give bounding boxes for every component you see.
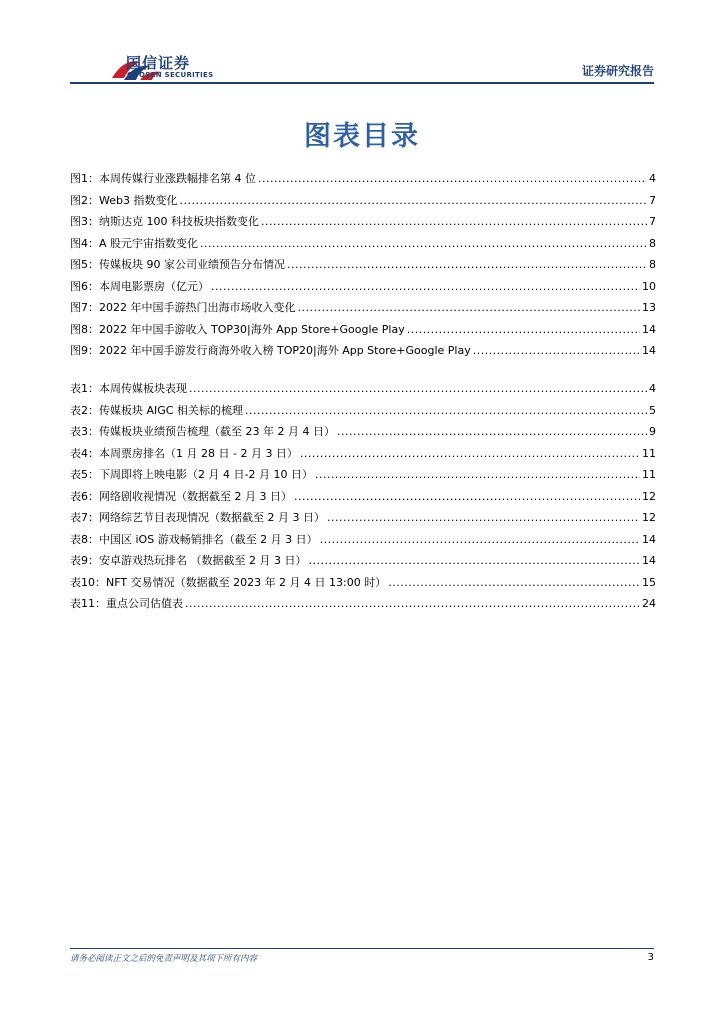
page-title: 图表目录 [304,121,420,152]
toc-entry-page: 11 [642,446,656,460]
toc-entry-title: 网络剧收视情况（数据截至 2 月 3 日） [99,489,292,503]
toc-entry[interactable] [70,211,656,233]
toc-entry[interactable] [70,168,656,190]
toc-entry-label: 图5： [70,258,99,271]
toc-entry[interactable] [70,593,656,615]
header-divider [70,82,654,84]
toc-entry-label: 表2： [70,403,99,417]
toc-entry-label: 图6： [70,279,99,293]
logo-subtext: GUOSEN SECURITIES [127,71,214,79]
toc-entry-label: 图1： [70,172,99,185]
toc-entry-page: 12 [642,489,656,503]
toc-leader-dots [185,593,640,615]
toc-entry-page: 14 [642,344,656,357]
toc-entry[interactable] [70,319,656,341]
toc-leader-dots [258,168,647,190]
toc-leader-dots [327,507,640,529]
toc-leader-dots [308,550,640,572]
toc-entry-page: 24 [642,597,656,610]
page-number: 3 [647,952,654,963]
toc-entry[interactable] [70,529,656,551]
toc-entry-page: 8 [649,258,656,271]
toc-entry-page: 10 [642,279,656,293]
toc-leader-dots [407,319,640,341]
toc-entry-label: 表11： [70,597,106,610]
toc-entry[interactable] [70,276,656,298]
toc-entry[interactable] [70,443,656,465]
toc-entry-page: 9 [649,425,656,438]
toc-entry-label: 表9： [70,554,99,567]
toc-leader-dots [189,378,647,400]
toc-entry-page: 14 [642,322,656,336]
table-list [70,378,656,615]
page-header [0,0,724,90]
toc-entry-title: A 股元宇宙指数变化 [99,236,199,250]
toc-entry-page: 4 [649,172,656,185]
toc-entry-label: 图4： [70,236,99,250]
toc-entry-title: 传媒板块 90 家公司业绩预告分布情况 [99,258,285,271]
toc-leader-dots [337,421,647,443]
toc-entry[interactable] [70,486,656,508]
toc-entry-title: 本周电影票房（亿元） [99,279,209,293]
toc-entry-label: 表8： [70,532,99,546]
toc-entry-title: 传媒板块业绩预告梳理（截至 23 年 2 月 4 日） [99,425,335,438]
toc-leader-dots [298,297,641,319]
toc-entry-page: 5 [649,403,656,417]
toc-entry-label: 表3： [70,425,99,438]
toc-entry-label: 图9： [70,344,99,357]
toc-entry-page: 14 [642,554,656,567]
report-type: 证券研究报告 [581,64,654,78]
toc-entry-title: 传媒板块 AIGC 相关标的梳理 [99,403,243,417]
toc-entry-label: 表4： [70,446,99,460]
toc-leader-dots [320,529,640,551]
toc-entry-title: 本周传媒板块表现 [99,382,187,395]
toc-leader-dots [179,190,647,212]
toc-entry[interactable] [70,254,656,276]
footer-divider [70,948,654,949]
toc-entry[interactable] [70,340,656,362]
toc-entry-title: NFT 交易情况（数据截至 2023 年 2 月 4 日 13:00 时） [106,575,387,589]
figure-list [70,168,656,362]
toc-entry[interactable] [70,507,656,529]
toc-entry-label: 表7： [70,511,99,524]
toc-entry-page: 13 [642,301,656,314]
toc-entry-label: 图8： [70,322,99,336]
toc-entry-title: 2022 年中国手游热门出海市场收入变化 [99,301,296,314]
toc-leader-dots [294,486,640,508]
toc-entry-title: 安卓游戏热玩排名 （数据截至 2 月 3 日） [99,554,307,567]
toc-entry-label: 图2： [70,193,99,207]
toc-entry-label: 表6： [70,489,99,503]
toc-entry-page: 4 [649,382,656,395]
toc-entry-title: Web3 指数变化 [99,193,178,207]
toc-entry-page: 7 [649,215,656,228]
toc-entry[interactable] [70,378,656,400]
toc-leader-dots [473,340,640,362]
toc-entry-label: 表10： [70,575,106,589]
toc-entry-label: 表5： [70,468,99,481]
toc-entry-page: 14 [642,532,656,546]
toc-leader-dots [300,443,640,465]
toc-entry[interactable] [70,421,656,443]
toc-entry[interactable] [70,550,656,572]
toc-entry[interactable] [70,464,656,486]
toc-entry-page: 12 [642,511,656,524]
toc-entry[interactable] [70,297,656,319]
toc-leader-dots [200,233,647,255]
logo-text: 国信证券 [126,54,191,72]
toc-entry[interactable] [70,233,656,255]
toc-leader-dots [287,254,647,276]
toc-leader-dots [315,464,640,486]
toc-entry-title: 重点公司估值表 [106,597,183,610]
toc-entry-page: 7 [649,193,656,207]
toc-entry-page: 8 [649,236,656,250]
toc-entry-title: 2022 年中国手游收入 TOP30|海外 App Store+Google Play [99,322,405,336]
toc-entry[interactable] [70,190,656,212]
toc-leader-dots [211,276,640,298]
toc-entry[interactable] [70,400,656,422]
toc-entry-label: 图7： [70,301,99,314]
toc-leader-dots [388,572,640,594]
toc-entry[interactable] [70,572,656,594]
toc-leader-dots [245,400,647,422]
toc-leader-dots [261,211,647,233]
toc-entry-title: 本周票房排名（1 月 28 日 - 2 月 3 日） [99,446,298,460]
toc-entry-label: 表1： [70,382,99,395]
toc-entry-label: 图3： [70,215,99,228]
toc-entry-page: 11 [642,468,656,481]
toc-entry-title: 中国区 iOS 游戏畅销排名（截至 2 月 3 日） [99,532,318,546]
toc-entry-title: 下周即将上映电影（2 月 4 日-2 月 10 日） [99,468,313,481]
toc-entry-page: 15 [642,575,656,589]
footer-disclaimer: 请务必阅读正文之后的免责声明及其项下所有内容 [70,954,258,964]
toc-entry-title: 本周传媒行业涨跌幅排名第 4 位 [99,172,256,185]
toc-entry-title: 2022 年中国手游发行商海外收入榜 TOP20|海外 App Store+Google Play [99,344,471,357]
toc-entry-title: 网络综艺节目表现情况（数据截至 2 月 3 日） [99,511,325,524]
toc-entry-title: 纳斯达克 100 科技板块指数变化 [99,215,259,228]
